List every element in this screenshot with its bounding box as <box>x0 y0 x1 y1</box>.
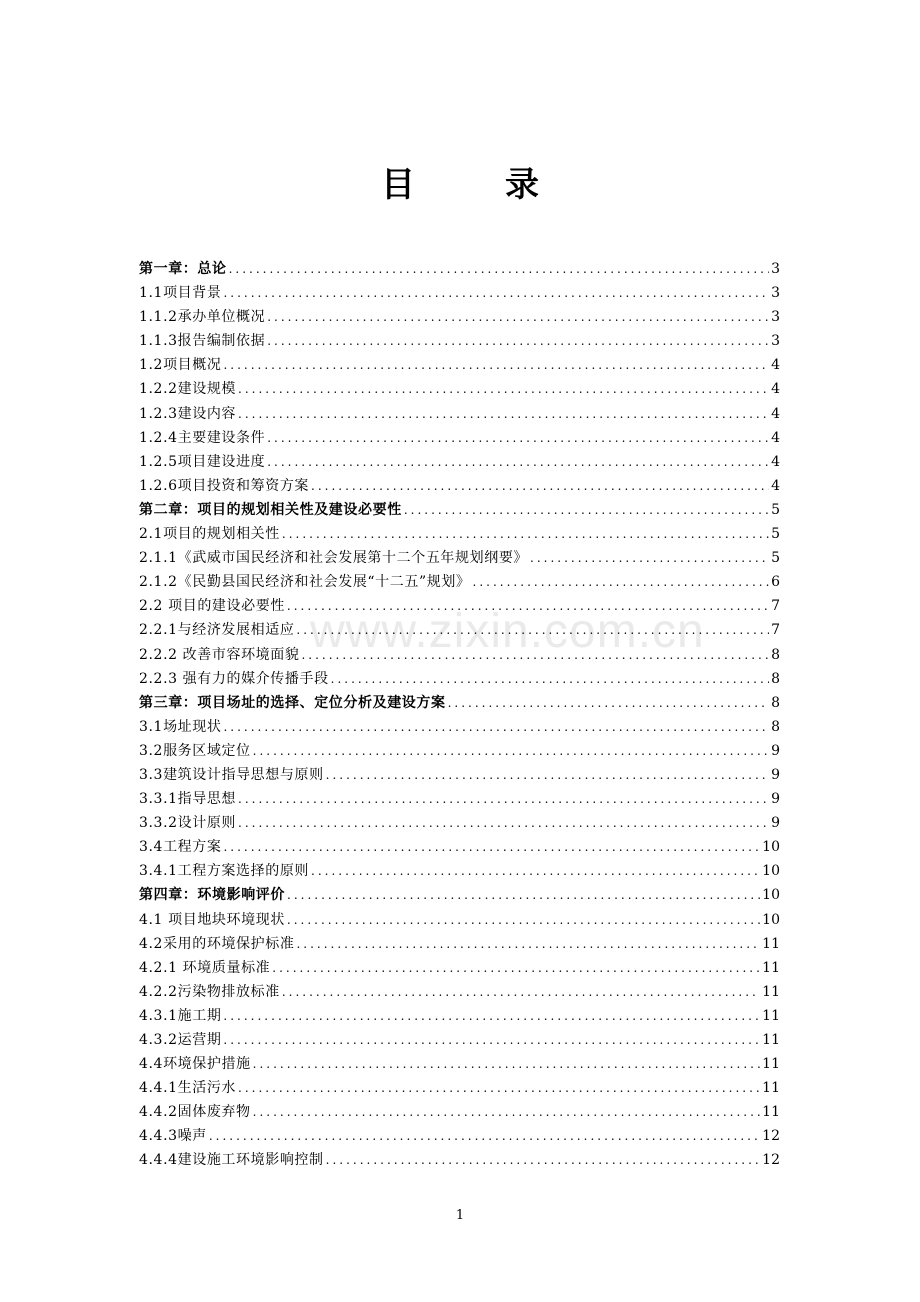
toc-entry-title: 2.1.1《武威市国民经济和社会发展第十二个五年规划纲要》 <box>139 550 529 567</box>
page-number: 1 <box>455 1208 465 1223</box>
toc-entry-title: 2.2.3 强有力的媒介传播手段 <box>139 670 329 687</box>
toc-dot-leader <box>238 377 769 401</box>
toc-entry[interactable] <box>139 1100 780 1124</box>
toc-entry[interactable] <box>139 835 780 859</box>
toc-entry-page: 10 <box>762 911 780 928</box>
watermark: www.zixin.com.cn <box>310 605 705 658</box>
toc-entry[interactable] <box>139 1148 780 1172</box>
toc-entry-title: 3.3.2设计原则 <box>139 815 237 832</box>
toc-dot-leader <box>223 835 760 859</box>
toc-entry-title: 1.2.2建设规模 <box>139 381 237 398</box>
toc-entry[interactable] <box>139 1052 780 1076</box>
toc-entry-title: 1.2.3建设内容 <box>139 405 237 422</box>
toc-dot-leader <box>282 980 760 1004</box>
toc-dot-leader <box>223 715 769 739</box>
toc-entry-page: 11 <box>762 1007 780 1024</box>
page-title: 目 录 <box>381 165 567 205</box>
toc-entry-page: 11 <box>762 959 780 976</box>
toc-chapter-entry[interactable] <box>139 691 780 715</box>
toc-dot-leader <box>311 859 760 883</box>
toc-entry-title: 4.2.1 环境质量标准 <box>139 959 271 976</box>
toc-entry-page: 5 <box>771 501 780 518</box>
toc-entry-title: 4.4环境保护措施 <box>139 1056 251 1073</box>
toc-entry-page: 9 <box>771 791 780 808</box>
toc-entry-page: 10 <box>762 863 780 880</box>
toc-entry-page: 9 <box>771 766 780 783</box>
toc-dot-leader <box>223 1028 760 1052</box>
toc-entry-page: 9 <box>771 815 780 832</box>
toc-entry-page: 3 <box>771 285 780 302</box>
toc-entry-page: 3 <box>771 261 780 277</box>
toc-entry[interactable] <box>139 546 780 570</box>
toc-entry[interactable] <box>139 643 780 667</box>
toc-dot-leader <box>326 1148 761 1172</box>
toc-entry-page: 7 <box>771 598 780 615</box>
toc-entry[interactable] <box>139 1004 780 1028</box>
toc-dot-leader <box>272 956 760 980</box>
toc-entry-title: 1.2.4主要建设条件 <box>139 429 266 446</box>
toc-chapter-entry[interactable] <box>139 883 780 907</box>
toc-entry-page: 11 <box>762 983 780 1000</box>
toc-entry-title: 2.2 项目的建设必要性 <box>139 598 285 615</box>
toc-entry-page: 10 <box>762 839 780 856</box>
toc-entry[interactable] <box>139 763 780 787</box>
toc-entry[interactable] <box>139 402 780 426</box>
toc-entry-title: 2.2.1与经济发展相适应 <box>139 622 295 639</box>
toc-entry-title: 2.1项目的规划相关性 <box>139 526 280 543</box>
toc-entry-title: 4.4.1生活污水 <box>139 1080 237 1097</box>
toc-dot-leader <box>223 281 769 305</box>
toc-entry-title: 1.1.2承办单位概况 <box>139 309 266 326</box>
toc-entry-title: 3.3.1指导思想 <box>139 791 237 808</box>
toc-entry[interactable] <box>139 305 780 329</box>
toc-entry[interactable] <box>139 1076 780 1100</box>
toc-entry[interactable] <box>139 739 780 763</box>
toc-entry-page: 12 <box>762 1128 780 1145</box>
toc-entry[interactable] <box>139 353 780 377</box>
toc-dot-leader <box>311 474 769 498</box>
toc-entry-page: 4 <box>771 405 780 422</box>
toc-entry-title: 1.2.5项目建设进度 <box>139 453 266 470</box>
toc-entry-page: 7 <box>771 622 780 639</box>
toc-entry-page: 11 <box>762 935 780 952</box>
toc-entry-title: 4.1 项目地块环境现状 <box>139 911 285 928</box>
toc-entry-title: 第三章：项目场址的选择、定位分析及建设方案 <box>139 694 446 711</box>
toc-entry-title: 4.4.4建设施工环境影响控制 <box>139 1152 324 1169</box>
toc-entry[interactable] <box>139 329 780 353</box>
toc-dot-leader <box>331 667 769 691</box>
toc-dot-leader <box>238 402 769 426</box>
toc-entry[interactable] <box>139 787 780 811</box>
toc-entry-title: 3.1场址现状 <box>139 718 222 735</box>
toc-entry-page: 11 <box>762 1032 780 1048</box>
toc-entry-title: 第一章：总论 <box>139 261 227 277</box>
toc-dot-leader <box>229 257 769 281</box>
toc-entry-title: 1.2项目概况 <box>139 357 222 374</box>
toc-entry-title: 3.2服务区域定位 <box>139 742 251 759</box>
toc-entry-title: 2.1.2《民勤县国民经济和社会发展“十二五”规划》 <box>139 574 471 591</box>
toc-entry[interactable] <box>139 426 780 450</box>
toc-entry-title: 4.4.2固体废弃物 <box>139 1104 251 1121</box>
toc-entry-title: 4.3.2运营期 <box>139 1032 222 1048</box>
toc-dot-leader <box>282 522 769 546</box>
toc-entry[interactable] <box>139 811 780 835</box>
toc-entry-page: 8 <box>771 670 780 687</box>
toc-entry[interactable] <box>139 450 780 474</box>
toc-entry-title: 3.3建筑设计指导思想与原则 <box>139 766 324 783</box>
toc-entry-title: 第四章：环境影响评价 <box>139 887 285 904</box>
toc-dot-leader <box>287 883 760 907</box>
toc-entry-title: 4.4.3噪声 <box>139 1128 207 1145</box>
toc-entry-page: 6 <box>771 574 780 591</box>
toc-entry[interactable] <box>139 281 780 305</box>
toc-entry-page: 4 <box>771 477 780 494</box>
toc-entry[interactable] <box>139 570 780 594</box>
toc-entry-page: 10 <box>762 887 780 904</box>
toc-entry-page: 9 <box>771 742 780 759</box>
toc-dot-leader <box>287 594 769 618</box>
toc-entry[interactable] <box>139 956 780 980</box>
toc-entry-title: 1.1项目背景 <box>139 285 222 302</box>
toc-dot-leader <box>209 1124 760 1148</box>
toc-entry-page: 4 <box>771 357 780 374</box>
toc-dot-leader <box>287 908 760 932</box>
toc-entry-page: 8 <box>771 694 780 711</box>
toc-dot-leader <box>296 618 769 642</box>
toc-entry-title: 3.4工程方案 <box>139 839 222 856</box>
toc-chapter-entry[interactable] <box>139 257 780 281</box>
toc-entry[interactable] <box>139 980 780 1004</box>
toc-entry[interactable] <box>139 474 780 498</box>
toc-entry-page: 5 <box>771 526 780 543</box>
toc-dot-leader <box>530 546 769 570</box>
toc-dot-leader <box>238 1076 760 1100</box>
toc-dot-leader <box>301 643 769 667</box>
toc-entry[interactable] <box>139 594 780 618</box>
toc-dot-leader <box>238 787 769 811</box>
toc-entry-page: 11 <box>762 1080 780 1097</box>
toc-entry[interactable] <box>139 908 780 932</box>
toc-entry-page: 4 <box>771 381 780 398</box>
toc-dot-leader <box>238 811 769 835</box>
toc-dot-leader <box>267 305 769 329</box>
toc-entry-title: 3.4.1工程方案选择的原则 <box>139 863 310 880</box>
toc-entry-page: 4 <box>771 453 780 470</box>
toc-entry-title: 4.3.1施工期 <box>139 1007 222 1024</box>
toc-dot-leader <box>253 739 769 763</box>
toc-entry-page: 5 <box>771 550 780 567</box>
toc-dot-leader <box>223 353 769 377</box>
toc-entry[interactable] <box>139 1124 780 1148</box>
toc-entry-page: 11 <box>762 1104 780 1121</box>
toc-entry[interactable] <box>139 377 780 401</box>
toc-entry-page: 12 <box>762 1152 780 1169</box>
toc-entry-title: 1.1.3报告编制依据 <box>139 333 266 350</box>
toc-entry-page: 8 <box>771 718 780 735</box>
toc-entry[interactable] <box>139 667 780 691</box>
toc-dot-leader <box>267 329 769 353</box>
toc-entry[interactable] <box>139 618 780 642</box>
toc-entry-page: 3 <box>771 309 780 326</box>
toc-dot-leader <box>296 932 760 956</box>
toc-dot-leader <box>253 1052 761 1076</box>
toc-entry-title: 4.2.2污染物排放标准 <box>139 983 280 1000</box>
toc-dot-leader <box>223 1004 760 1028</box>
toc-entry-title: 2.2.2 改善市容环境面貌 <box>139 646 300 663</box>
toc-entry-page: 3 <box>771 333 780 350</box>
toc-entry-page: 4 <box>771 429 780 446</box>
toc-entry[interactable] <box>139 715 780 739</box>
toc-entry[interactable] <box>139 859 780 883</box>
toc-entry[interactable] <box>139 522 780 546</box>
toc-dot-leader <box>448 691 769 715</box>
toc-dot-leader <box>473 570 770 594</box>
toc-dot-leader <box>404 498 769 522</box>
toc-entry-page: 8 <box>771 646 780 663</box>
toc-entry-title: 4.2采用的环境保护标准 <box>139 935 295 952</box>
toc-entry-title: 第二章：项目的规划相关性及建设必要性 <box>139 501 402 518</box>
toc-dot-leader <box>326 763 769 787</box>
toc-dot-leader <box>267 450 769 474</box>
toc-entry-title: 1.2.6项目投资和筹资方案 <box>139 477 310 494</box>
toc-entry[interactable] <box>139 932 780 956</box>
toc-dot-leader <box>253 1100 761 1124</box>
toc-dot-leader <box>267 426 769 450</box>
toc-chapter-entry[interactable] <box>139 498 780 522</box>
toc-entry-page: 11 <box>762 1056 780 1073</box>
toc-entry[interactable] <box>139 1028 780 1052</box>
table-of-contents <box>139 257 780 1173</box>
